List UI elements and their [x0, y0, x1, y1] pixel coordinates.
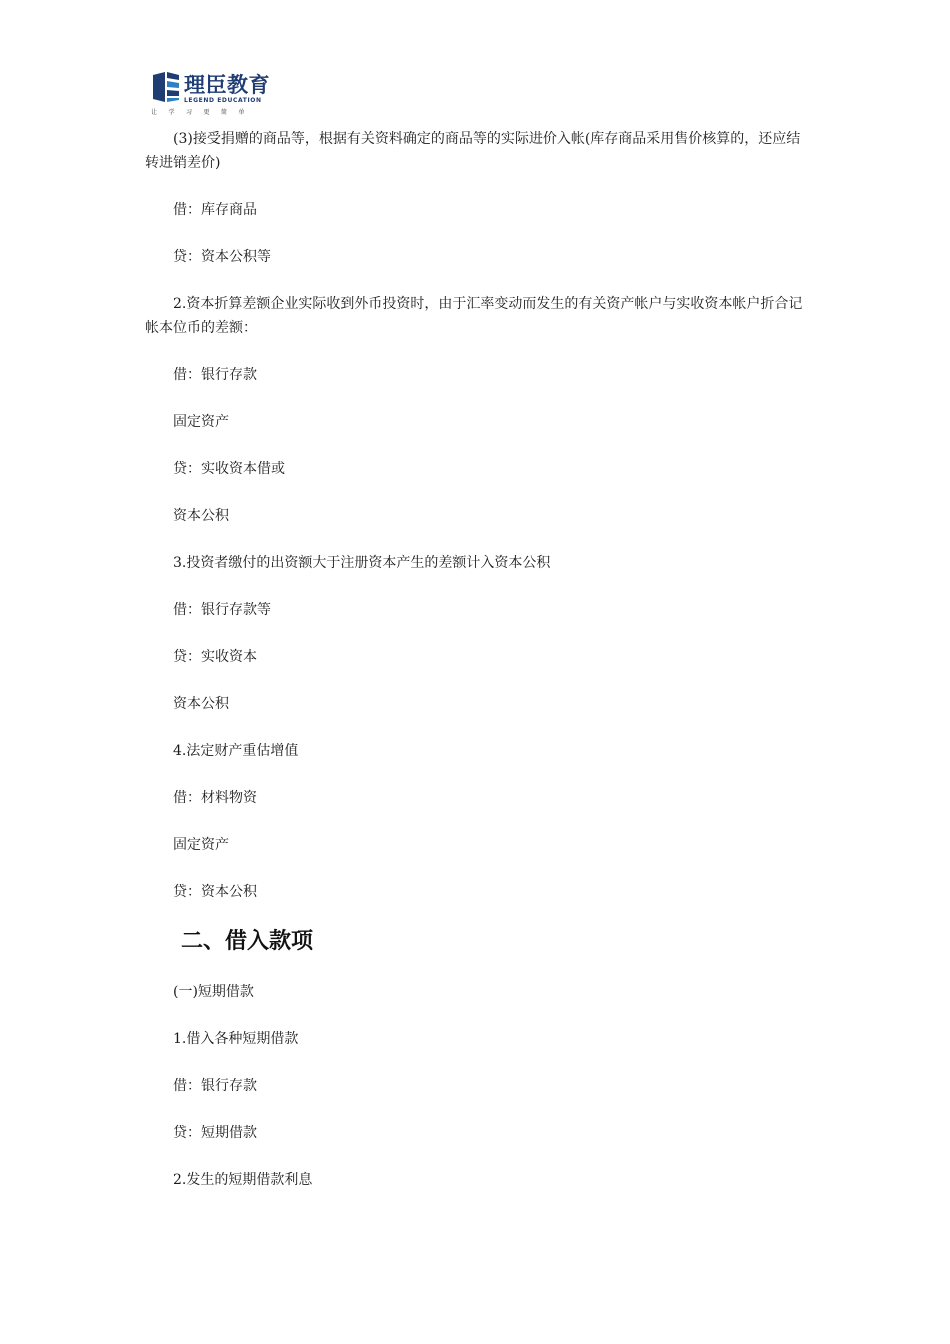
paragraph: 借：银行存款	[173, 367, 257, 383]
section-heading: 二、借入款项	[181, 929, 314, 954]
paragraph: 资本公积	[173, 696, 229, 712]
paragraph: 借：库存商品	[173, 202, 257, 218]
logo-slogan: 让学习更简单	[151, 109, 257, 116]
paragraph: 贷：短期借款	[173, 1125, 257, 1141]
paragraph: (3)接受捐赠的商品等，根据有关资料确定的商品等的实际进价入帐(库存商品采用售价核算的，还应结转进销差价)	[145, 131, 801, 171]
paragraph: 贷：实收资本借或	[173, 461, 285, 477]
paragraph: 固定资产	[173, 414, 229, 430]
logo-english-name: LEGEND EDUCATION	[184, 97, 262, 104]
paragraph: 1.借入各种短期借款	[173, 1031, 299, 1047]
brand-logo	[151, 70, 281, 116]
paragraph: 3.投资者缴付的出资额大于注册资本产生的差额计入资本公积	[173, 555, 551, 571]
paragraph: 借：银行存款	[173, 1078, 257, 1094]
paragraph: 2.资本折算差额企业实际收到外币投资时，由于汇率变动而发生的有关资产帐户与实收资本帐户折合记帐本位币的差额：	[145, 296, 803, 336]
paragraph: (一)短期借款	[173, 984, 254, 1000]
logo-mark-icon	[151, 72, 181, 102]
paragraph: 贷：资本公积等	[173, 249, 271, 265]
paragraph: 固定资产	[173, 837, 229, 853]
logo-name: 理臣教育	[184, 73, 270, 97]
paragraph: 借：材料物资	[173, 790, 257, 806]
paragraph: 贷：资本公积	[173, 884, 257, 900]
paragraph: 借：银行存款等	[173, 602, 271, 618]
paragraph: 2.发生的短期借款利息	[173, 1172, 313, 1188]
paragraph: 资本公积	[173, 508, 229, 524]
document-body	[145, 127, 805, 1215]
paragraph: 贷：实收资本	[173, 649, 257, 665]
paragraph: 4.法定财产重估增值	[173, 743, 299, 759]
